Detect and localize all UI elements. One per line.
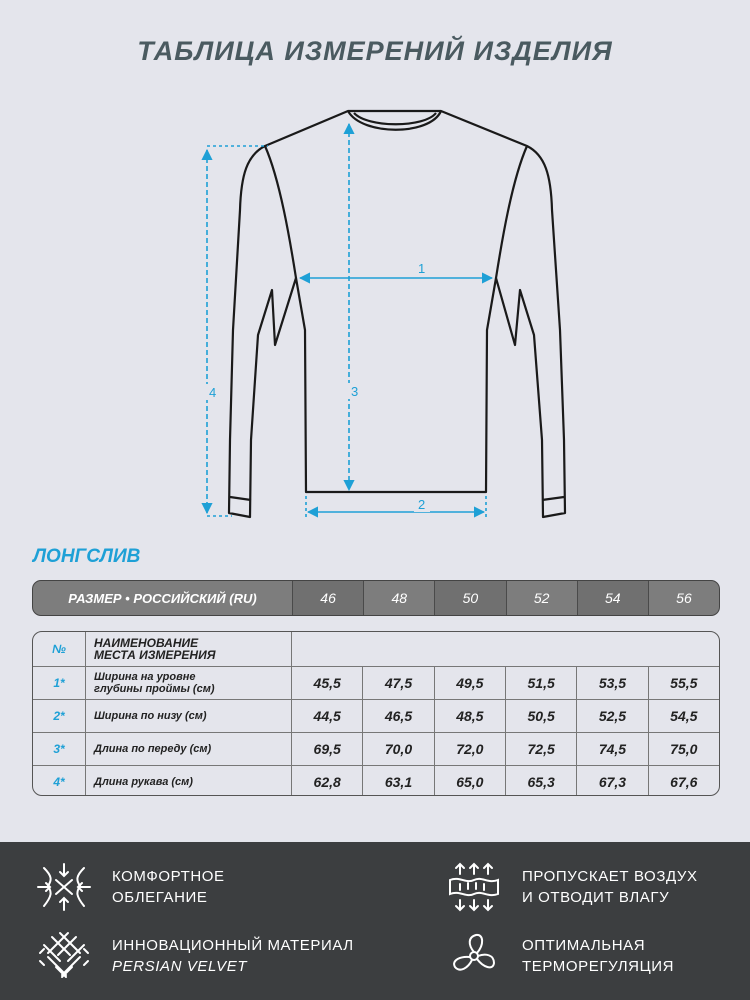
row-name-line1: Ширина по низу (см) — [94, 710, 207, 722]
value-cell: 75,0 — [670, 741, 698, 757]
row-name — [86, 766, 292, 796]
header-name-line1: НАИМЕНОВАНИЕ — [94, 636, 199, 650]
size-50: 50 — [434, 581, 505, 615]
value-cell: 54,5 — [670, 708, 698, 724]
value-cell: 69,5 — [292, 733, 363, 765]
feature-line1: ИННОВАЦИОННЫЙ МАТЕРИАЛ — [112, 937, 354, 954]
measure-label-4: 4 — [209, 385, 217, 400]
value-cell: 49,5 — [435, 667, 506, 699]
weave-pattern-icon — [36, 931, 92, 981]
header-name — [86, 632, 292, 666]
value-cell: 48,5 — [435, 700, 506, 732]
value-cell: 50,5 — [506, 700, 577, 732]
table-row — [33, 765, 719, 796]
size-46: 46 — [292, 581, 363, 615]
value-cell: 63,1 — [363, 766, 434, 796]
measurement-table — [32, 631, 720, 796]
product-name: ЛОНГСЛИВ — [33, 546, 141, 567]
row-number: 2* — [33, 700, 86, 732]
measure-label-1: 1 — [418, 261, 426, 276]
feature-breathable — [446, 862, 698, 912]
value-cell: 45,5 — [292, 667, 363, 699]
table-row — [33, 699, 719, 732]
size-52: 52 — [506, 581, 577, 615]
row-name-line1: Ширина на уровне — [94, 671, 196, 683]
value-cell: 46,5 — [363, 700, 434, 732]
value-cell: 55,5 — [670, 675, 698, 691]
feature-line2: И ОТВОДИТ ВЛАГУ — [522, 889, 670, 906]
size-54: 54 — [577, 581, 648, 615]
value-cell: 51,5 — [506, 667, 577, 699]
row-name — [86, 667, 292, 699]
shirt-outline — [229, 111, 565, 517]
value-cell: 47,5 — [363, 667, 434, 699]
value-cell: 74,5 — [577, 733, 648, 765]
value-cell: 72,5 — [506, 733, 577, 765]
feature-thermoregulation — [446, 931, 674, 981]
stretch-arrows-icon — [36, 862, 92, 912]
row-name-line2: глубины проймы (см) — [94, 683, 215, 695]
value-cell: 65,0 — [435, 766, 506, 796]
feature-comfort-fit — [36, 862, 225, 912]
value-cell: 62,8 — [292, 766, 363, 796]
measure-label-3: 3 — [351, 384, 359, 399]
header-number: № — [33, 632, 86, 666]
value-cell: 44,5 — [292, 700, 363, 732]
table-row — [33, 666, 719, 699]
value-cell: 52,5 — [577, 700, 648, 732]
header-name-line2: МЕСТА ИЗМЕРЕНИЯ — [94, 648, 216, 662]
feature-innovative-material — [36, 931, 354, 981]
size-48: 48 — [363, 581, 434, 615]
value-cell: 65,3 — [506, 766, 577, 796]
value-cell: 67,3 — [577, 766, 648, 796]
row-number: 3* — [33, 733, 86, 765]
row-name-line1: Длина по переду (см) — [94, 743, 212, 755]
row-name — [86, 733, 292, 765]
row-number: 4* — [33, 766, 86, 796]
size-system-label: РАЗМЕР • РОССИЙСКИЙ (RU) — [68, 590, 257, 606]
feature-line2: ОБЛЕГАНИЕ — [112, 889, 208, 906]
value-cell: 67,6 — [670, 774, 698, 790]
feature-line1: КОМФОРТНОЕ — [112, 868, 225, 885]
row-number: 1* — [33, 667, 86, 699]
size-56: 56 — [648, 581, 719, 615]
row-name — [86, 700, 292, 732]
features-panel — [0, 842, 750, 1000]
table-row — [33, 732, 719, 765]
row-name-line1: Длина рукава (см) — [94, 776, 193, 788]
feature-line1: ПРОПУСКАЕТ ВОЗДУХ — [522, 868, 698, 885]
value-cell: 72,0 — [435, 733, 506, 765]
measure-label-2: 2 — [418, 497, 426, 512]
table-header-row — [33, 632, 719, 666]
size-header-bar — [32, 580, 720, 616]
feature-line1: ОПТИМАЛЬНАЯ — [522, 937, 646, 954]
value-cell: 53,5 — [577, 667, 648, 699]
feature-line2: ТЕРМОРЕГУЛЯЦИЯ — [522, 958, 675, 975]
fan-icon — [446, 931, 502, 981]
breathable-fabric-icon — [446, 862, 502, 912]
feature-line2: PERSIAN VELVET — [112, 958, 248, 975]
value-cell: 70,0 — [363, 733, 434, 765]
page-title: ТАБЛИЦА ИЗМЕРЕНИЙ ИЗДЕЛИЯ — [137, 36, 613, 66]
